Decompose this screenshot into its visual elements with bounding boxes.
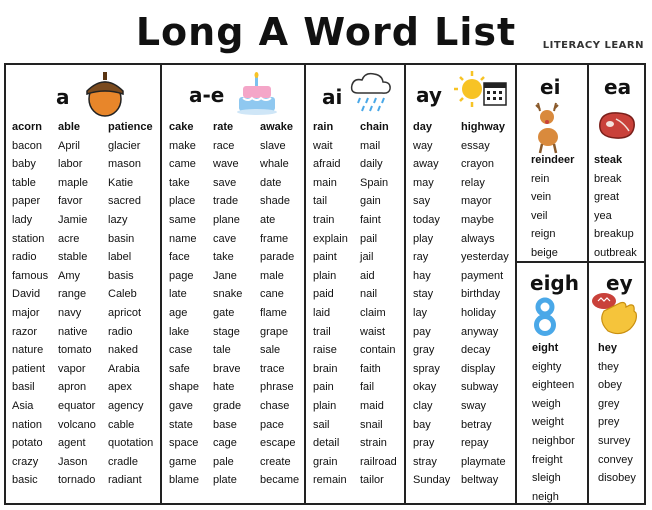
word-item: maple: [58, 176, 88, 189]
word-item: display: [461, 362, 496, 375]
word-item: steak: [594, 154, 623, 166]
word-item: sale: [260, 344, 281, 357]
number-eight-icon: [534, 297, 556, 337]
word-item: today: [413, 214, 440, 226]
word-item: reign: [531, 228, 556, 241]
word-item: grain: [313, 455, 338, 468]
word-item: name: [169, 232, 197, 245]
word-item: gave: [169, 400, 193, 412]
word-item: survey: [598, 435, 631, 447]
word-item: Arabia: [108, 362, 140, 375]
word-item: break: [594, 172, 622, 185]
word-item: snake: [213, 288, 243, 301]
word-item: great: [594, 191, 620, 204]
word-item: gain: [360, 195, 381, 208]
word-item: nature: [12, 344, 44, 357]
word-item: prey: [598, 416, 620, 429]
word-item: train: [313, 214, 335, 226]
word-item: whale: [260, 158, 289, 171]
word-item: stage: [213, 325, 240, 338]
word-item: vapor: [58, 362, 86, 375]
word-item: place: [169, 195, 196, 208]
word-item: betray: [461, 418, 492, 431]
word-table: [4, 63, 646, 505]
word-item: crazy: [12, 455, 39, 468]
waving-hand-icon: [590, 291, 642, 337]
word-item: pace: [260, 418, 284, 431]
word-item: essay: [461, 139, 490, 152]
word-item: mason: [108, 158, 142, 171]
acorn-icon: [84, 69, 126, 119]
word-item: basic: [12, 474, 38, 487]
word-item: navy: [58, 307, 82, 319]
word-item: station: [12, 232, 45, 245]
word-item: cage: [213, 437, 237, 450]
cake-icon: [234, 71, 280, 117]
word-item: cane: [260, 288, 284, 301]
word-item: anyway: [461, 325, 499, 338]
word-item: faint: [360, 214, 381, 226]
word-item: reindeer: [531, 154, 575, 166]
word-item: yea: [594, 209, 612, 222]
word-item: payment: [461, 269, 504, 282]
word-item: birthday: [461, 288, 501, 301]
word-item: cradle: [108, 455, 138, 468]
word-item: take: [169, 176, 190, 189]
word-item: blame: [169, 474, 199, 487]
word-item: may: [413, 176, 434, 189]
word-item: mayor: [461, 195, 492, 208]
word-item: stable: [58, 251, 88, 264]
word-item: daily: [360, 158, 383, 171]
word-item: space: [169, 437, 199, 450]
word-item: explain: [313, 232, 348, 245]
word-item: glacier: [108, 139, 141, 152]
word-item: came: [169, 158, 196, 171]
word-item: basin: [108, 232, 135, 245]
word-item: trade: [213, 195, 239, 208]
word-item: table: [12, 176, 36, 189]
word-item: Jamie: [58, 214, 88, 226]
word-item: David: [12, 288, 41, 301]
word-item: eight: [532, 342, 559, 354]
word-item: save: [213, 176, 237, 189]
word-item: holiday: [461, 307, 496, 319]
word-item: take: [213, 251, 234, 264]
word-item: maid: [360, 400, 384, 412]
word-item: mail: [360, 139, 381, 152]
word-item: paper: [12, 195, 41, 208]
sun-calendar-icon: [454, 67, 510, 115]
word-item: tornado: [58, 474, 96, 487]
word-item: chain: [360, 121, 389, 133]
word-item: agency: [108, 400, 144, 412]
word-item: remain: [313, 474, 347, 487]
word-item: faith: [360, 362, 381, 375]
word-item: trail: [313, 325, 331, 338]
word-item: sway: [461, 400, 487, 412]
heading-a-e: a-e: [189, 83, 225, 107]
word-item: veil: [531, 209, 548, 222]
word-item: favor: [58, 195, 83, 208]
word-item: male: [260, 269, 284, 282]
word-item: pale: [213, 455, 234, 468]
word-item: plain: [313, 400, 337, 412]
heading-eigh: eigh: [530, 271, 579, 295]
word-item: ray: [413, 251, 429, 264]
word-item: brain: [313, 362, 338, 375]
divider: [160, 65, 162, 503]
word-item: cake: [169, 121, 194, 133]
heading-ay: ay: [416, 83, 442, 107]
word-item: clay: [413, 400, 433, 412]
heading-ea: ea: [604, 75, 632, 99]
word-item: Caleb: [108, 288, 137, 301]
word-item: repay: [461, 437, 489, 450]
word-item: nation: [12, 418, 42, 431]
word-item: main: [313, 176, 337, 189]
word-item: Jane: [213, 269, 237, 282]
word-item: jail: [360, 251, 374, 264]
word-item: laid: [313, 307, 331, 319]
word-item: able: [58, 121, 81, 133]
word-item: beltway: [461, 474, 499, 487]
word-item: awake: [260, 121, 294, 133]
word-item: tail: [313, 195, 328, 208]
word-item: radio: [108, 325, 133, 338]
reindeer-icon: [526, 99, 570, 155]
word-item: shape: [169, 381, 199, 394]
word-item: snail: [360, 418, 383, 431]
word-item: bay: [413, 418, 431, 431]
heading-ai: ai: [322, 85, 343, 109]
word-item: breakup: [594, 228, 634, 241]
word-item: disobey: [598, 472, 636, 485]
word-item: apex: [108, 381, 132, 394]
word-item: trace: [260, 362, 285, 375]
word-item: phrase: [260, 381, 294, 394]
word-item: Jason: [58, 455, 88, 468]
word-item: grey: [598, 397, 620, 410]
word-item: aid: [360, 269, 375, 282]
word-item: frame: [260, 232, 289, 245]
word-item: Katie: [108, 176, 134, 189]
word-item: lake: [169, 325, 190, 338]
page-title: Long A Word List: [135, 10, 517, 54]
word-item: chase: [260, 400, 290, 412]
word-item: escape: [260, 437, 296, 450]
word-item: obey: [598, 379, 622, 392]
word-item: hey: [598, 342, 617, 354]
word-item: stray: [413, 455, 437, 468]
word-item: basil: [12, 381, 35, 394]
word-item: gate: [213, 307, 235, 319]
word-item: radiant: [108, 474, 142, 487]
word-item: afraid: [313, 158, 341, 171]
word-item: major: [12, 307, 40, 319]
word-item: yesterday: [461, 251, 509, 264]
word-item: Sunday: [413, 474, 451, 487]
word-item: play: [413, 232, 434, 245]
word-item: paint: [313, 251, 337, 264]
word-item: wave: [213, 158, 239, 171]
word-item: tale: [213, 344, 231, 357]
word-item: wait: [313, 139, 333, 152]
word-item: shade: [260, 195, 290, 208]
word-item: acre: [58, 232, 80, 245]
word-item: brave: [213, 362, 241, 375]
word-item: strain: [360, 437, 387, 450]
word-item: grade: [213, 400, 242, 412]
word-item: okay: [413, 381, 437, 394]
word-item: sacred: [108, 195, 142, 208]
word-item: cable: [108, 418, 135, 431]
word-item: age: [169, 307, 188, 319]
word-item: railroad: [360, 455, 397, 468]
word-item: labor: [58, 158, 83, 171]
word-item: range: [58, 288, 87, 301]
word-item: lady: [12, 214, 33, 226]
word-item: eighty: [532, 360, 562, 373]
divider: [515, 65, 517, 503]
word-item: equator: [58, 400, 96, 412]
word-item: gray: [413, 344, 435, 357]
word-item: Spain: [360, 176, 389, 189]
word-item: stay: [413, 288, 434, 301]
word-item: crayon: [461, 158, 495, 171]
word-item: outbreak: [594, 247, 637, 259]
word-item: face: [169, 251, 190, 264]
word-item: subway: [461, 381, 499, 394]
word-item: label: [108, 251, 132, 264]
divider: [404, 65, 406, 503]
word-item: rein: [531, 172, 550, 185]
word-item: contain: [360, 344, 396, 357]
word-item: hate: [213, 381, 235, 394]
word-item: rain: [313, 121, 334, 133]
word-item: plate: [213, 474, 237, 487]
word-item: paid: [313, 288, 334, 301]
word-item: say: [413, 195, 431, 208]
heading-ei: ei: [540, 75, 561, 99]
word-item: neighbor: [532, 435, 575, 447]
word-item: fail: [360, 381, 375, 394]
word-item: apricot: [108, 307, 142, 319]
word-item: volcano: [58, 418, 96, 431]
word-item: weigh: [532, 397, 561, 410]
word-item: case: [169, 344, 193, 357]
word-item: spray: [413, 362, 440, 375]
divider: [517, 261, 646, 263]
word-item: ate: [260, 214, 276, 226]
word-item: beige: [531, 247, 558, 259]
word-item: pay: [413, 325, 431, 338]
word-item: cave: [213, 232, 237, 245]
word-item: they: [598, 360, 619, 373]
word-item: weight: [532, 416, 564, 429]
word-item: pail: [360, 232, 378, 245]
word-item: Asia: [12, 400, 34, 412]
word-item: playmate: [461, 455, 506, 468]
word-item: tomato: [58, 344, 92, 357]
word-item: slave: [260, 139, 286, 152]
word-item: became: [260, 474, 300, 487]
word-item: raise: [313, 344, 337, 357]
word-item: bacon: [12, 139, 42, 152]
word-item: eighteen: [532, 379, 575, 392]
divider: [587, 263, 589, 505]
word-item: convey: [598, 453, 633, 466]
word-item: highway: [461, 121, 506, 133]
word-item: lay: [413, 307, 428, 319]
word-item: claim: [360, 307, 386, 319]
brand-logo: LITERACY LEARN: [542, 40, 644, 51]
word-item: acorn: [12, 121, 42, 133]
word-item: waist: [360, 325, 386, 338]
word-item: hay: [413, 269, 431, 282]
word-item: state: [169, 418, 193, 431]
word-item: game: [169, 455, 197, 468]
word-item: plain: [313, 269, 337, 282]
word-item: maybe: [461, 214, 495, 226]
word-item: April: [58, 139, 81, 152]
word-item: sleigh: [532, 472, 561, 485]
word-item: away: [413, 158, 439, 171]
word-item: quotation: [108, 437, 154, 450]
word-item: plane: [213, 214, 240, 226]
word-item: freight: [532, 453, 563, 466]
word-item: grape: [260, 325, 289, 338]
divider: [304, 65, 306, 503]
word-item: patience: [108, 121, 153, 133]
word-item: always: [461, 232, 495, 245]
word-item: potato: [12, 437, 43, 450]
word-item: create: [260, 455, 291, 468]
word-item: make: [169, 139, 196, 152]
word-item: baby: [12, 158, 36, 171]
word-item: native: [58, 325, 88, 338]
word-item: detail: [313, 437, 340, 450]
divider: [587, 65, 589, 261]
word-item: safe: [169, 362, 190, 375]
word-item: basis: [108, 269, 134, 282]
word-item: relay: [461, 176, 485, 189]
word-item: lazy: [108, 214, 128, 226]
word-item: rate: [213, 121, 234, 133]
word-item: race: [213, 139, 235, 152]
word-item: same: [169, 214, 196, 226]
word-item: day: [413, 121, 432, 133]
word-item: nail: [360, 288, 378, 301]
word-item: radio: [12, 251, 37, 264]
word-item: base: [213, 418, 237, 431]
word-item: tailor: [360, 474, 384, 487]
word-item: neigh: [532, 490, 559, 503]
word-item: parade: [260, 251, 295, 264]
heading-a: a: [56, 85, 70, 109]
word-item: patient: [12, 362, 46, 375]
word-item: famous: [12, 269, 49, 282]
word-item: pray: [413, 437, 435, 450]
word-item: Amy: [58, 269, 80, 282]
word-item: pain: [313, 381, 334, 394]
word-item: decay: [461, 344, 491, 357]
word-item: apron: [58, 381, 87, 394]
rain-cloud-icon: [346, 69, 396, 115]
word-item: sail: [313, 418, 330, 431]
word-item: vein: [531, 191, 552, 204]
word-item: flame: [260, 307, 287, 319]
heading-ey: ey: [606, 271, 633, 295]
word-item: agent: [58, 437, 86, 450]
word-item: razor: [12, 325, 38, 338]
word-item: date: [260, 176, 282, 189]
steak-icon: [596, 109, 638, 143]
word-item: way: [413, 139, 433, 152]
word-item: page: [169, 269, 194, 282]
word-item: naked: [108, 344, 138, 357]
word-item: late: [169, 288, 187, 301]
